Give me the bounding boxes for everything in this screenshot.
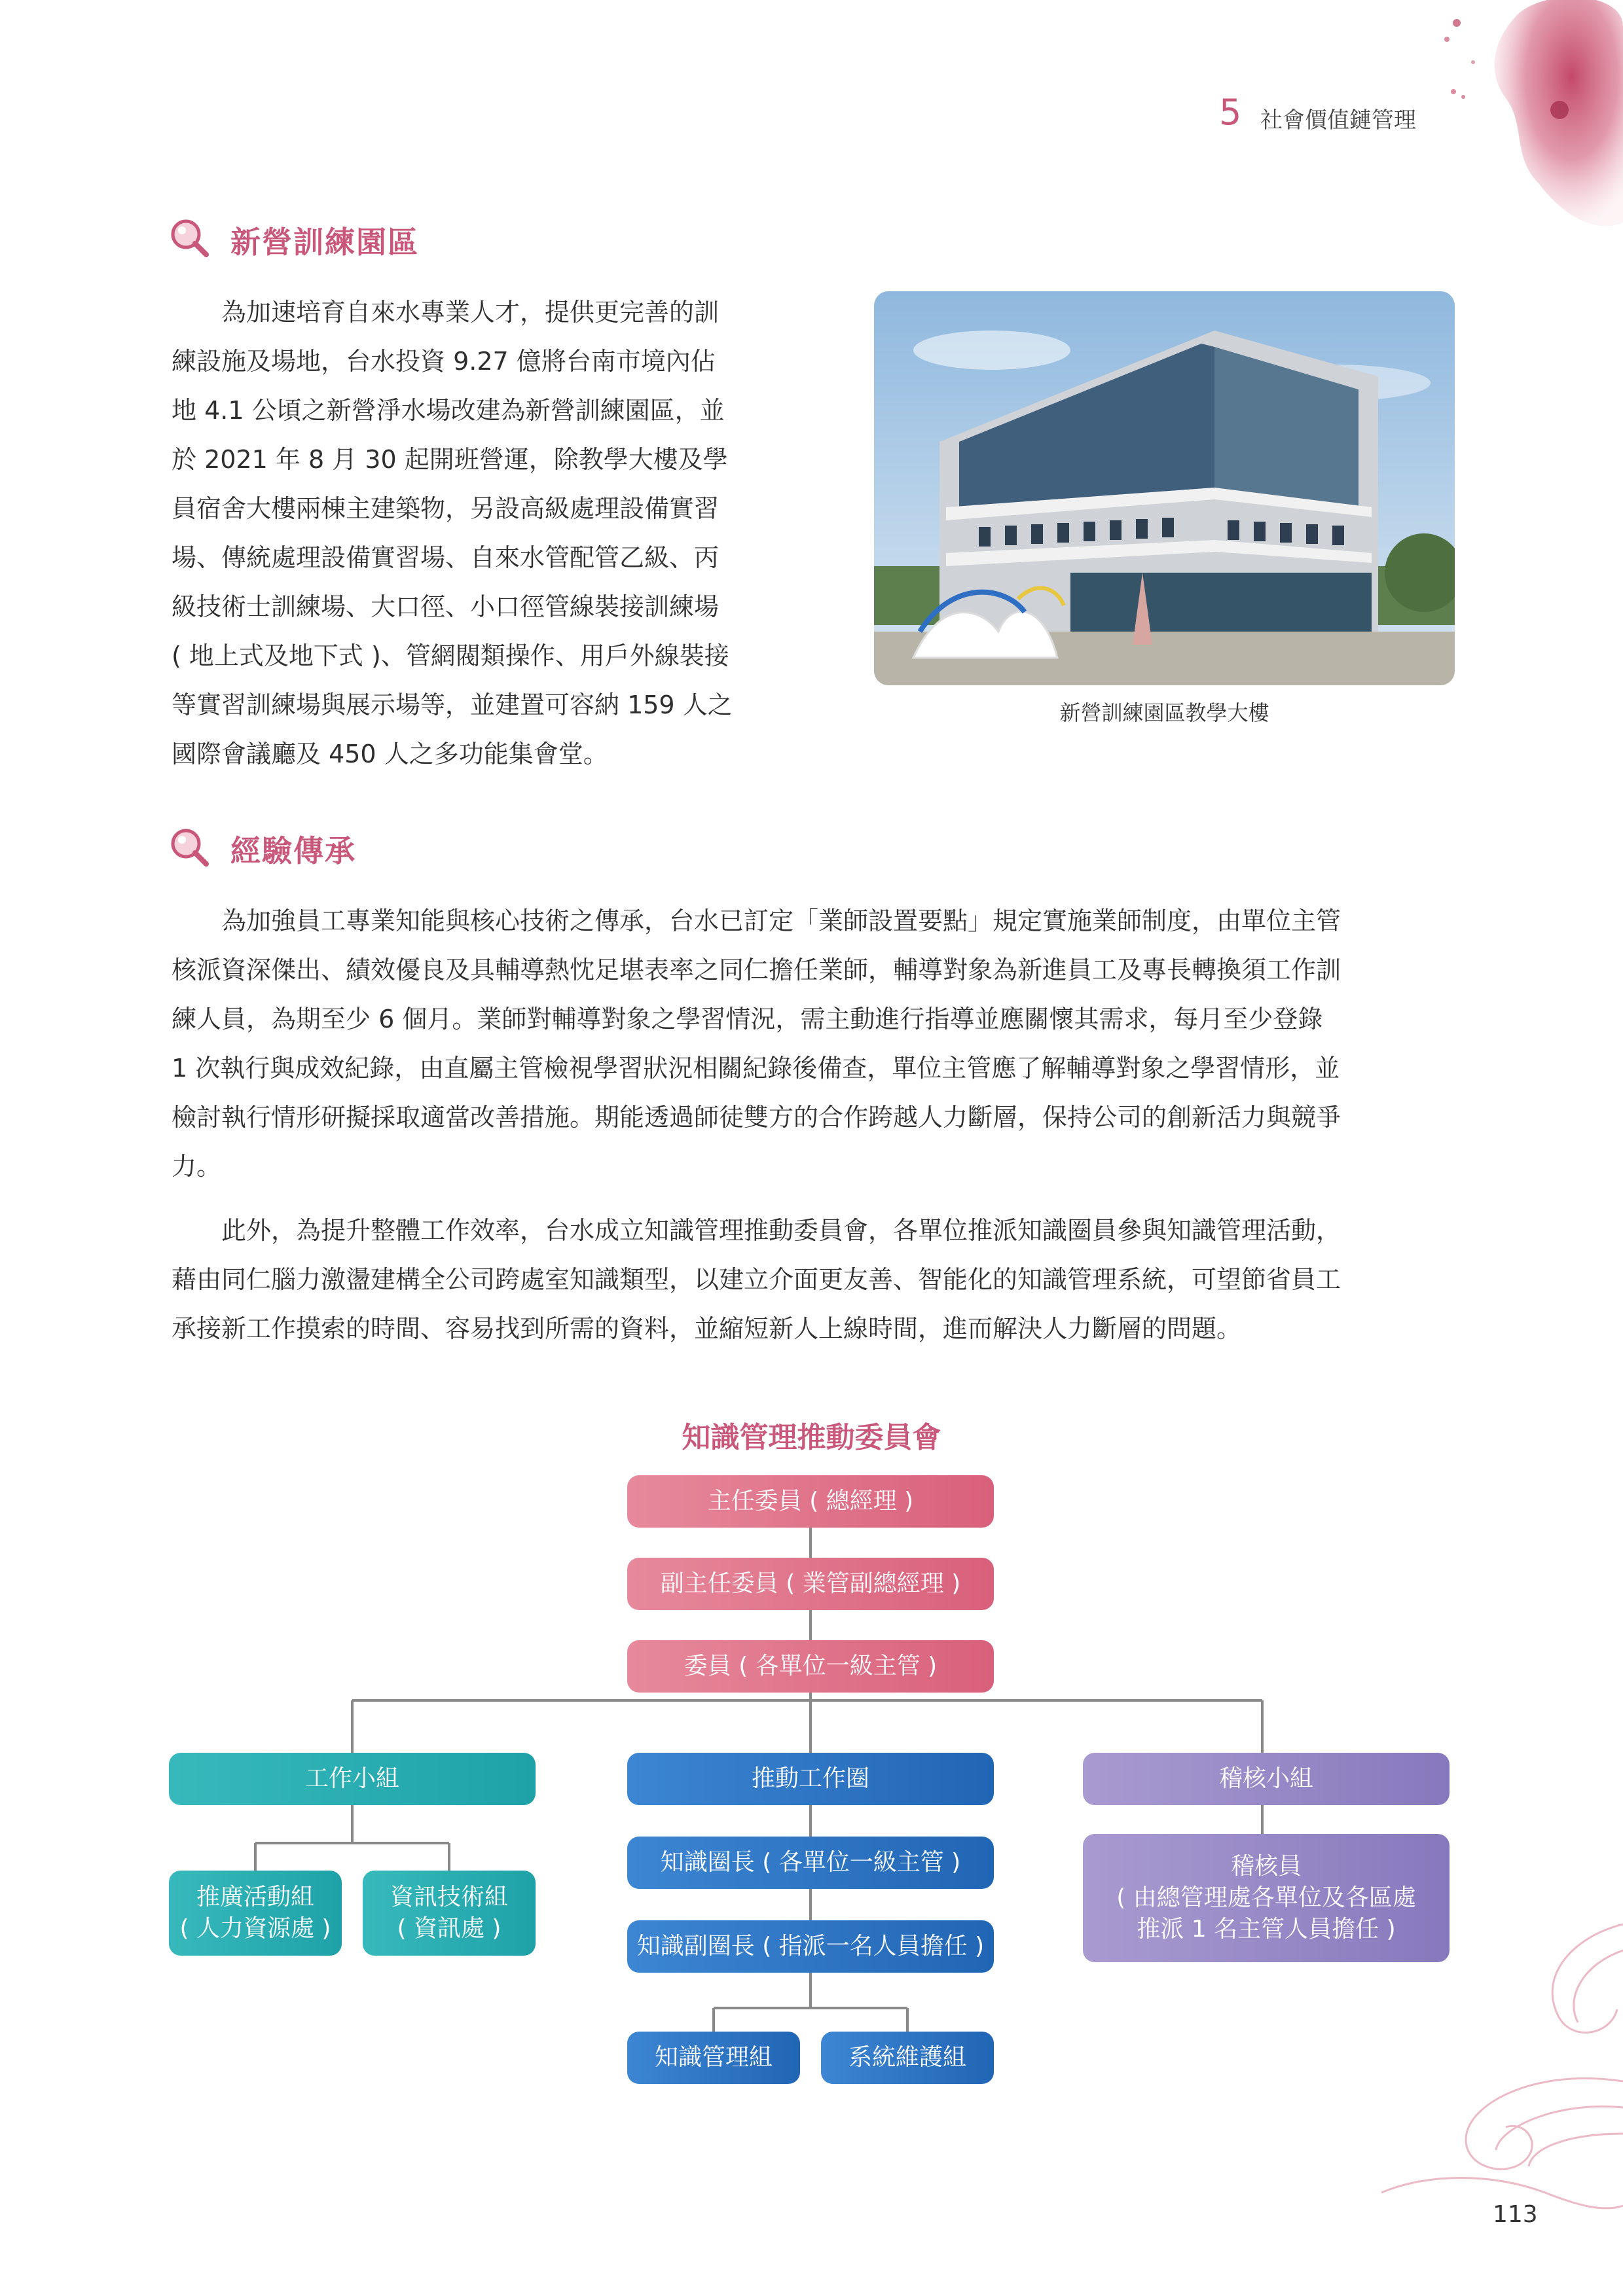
- it-group-dept: ( 資訊處 ): [397, 1915, 501, 1942]
- text-line: 承接新工作摸索的時間、容易找到所需的資料，並縮短新人上線時間，進而解決人力斷層的問題。: [172, 1314, 1242, 1343]
- auditor-desc-2: 推派 1 名主管人員擔任 ): [1137, 1916, 1396, 1943]
- text-line: 藉由同仁腦力激盪建構全公司跨處室知識類型，以建立介面更友善、智能化的知識管理系統，可望節省員工: [172, 1265, 1341, 1294]
- org-chart-title: 知識管理推動委員會: [682, 1421, 941, 1454]
- vice-chair-label: 副主任委員 ( 業管副總經理 ): [660, 1570, 961, 1597]
- it-group-label: 資訊技術組: [390, 1884, 508, 1910]
- audit-group-box: [1083, 1753, 1450, 1805]
- promotion-circle-label: 推動工作圈: [751, 1765, 869, 1792]
- text-line: 為加強員工專業知能與核心技術之傳承，台水已訂定「業師設置要點」規定實施業師制度，由單位主管: [172, 906, 1341, 935]
- text-line: ( 地上式及地下式 )、管網閥類操作、用戶外線裝接: [172, 641, 729, 670]
- text-line: 此外，為提升整體工作效率，台水成立知識管理推動委員會，各單位推派知識圈員參與知識管理活動，: [172, 1216, 1341, 1245]
- swirl-decoration: [1375, 1885, 1623, 2225]
- text-line: 員宿舍大樓兩棟主建築物，另設高級處理設備實習: [172, 494, 720, 523]
- text-line: 練人員，為期至少 6 個月。業師對輔導對象之學習情況，需主動進行指導並應關懷其需求，每月至少登錄: [172, 1005, 1323, 1033]
- maintenance-group-box: [821, 2032, 994, 2084]
- section-title-experience: 經驗傳承: [230, 833, 356, 869]
- text-line: 等實習訓練場與展示場等，並建置可容納 159 人之: [172, 691, 733, 719]
- working-group-label: 工作小組: [304, 1765, 399, 1792]
- text-line: 級技術士訓練場、大口徑、小口徑管線裝接訓練場: [172, 592, 720, 621]
- circle-leader-box: [627, 1837, 994, 1889]
- promotion-group-dept: ( 人力資源處 ): [179, 1915, 331, 1942]
- circle-leader-label: 知識圈長 ( 各單位一級主管 ): [660, 1849, 961, 1876]
- text-line: 於 2021 年 8 月 30 起開班營運，除教學大樓及學: [172, 445, 728, 474]
- auditor-label: 稽核員: [1230, 1853, 1302, 1880]
- chapter-number: 5: [1219, 92, 1242, 133]
- photo-caption: 新營訓練園區教學大樓: [1059, 700, 1269, 725]
- promotion-group-box: [169, 1871, 342, 1956]
- text-line: 地 4.1 公頃之新營淨水場改建為新營訓練園區，並: [172, 396, 725, 425]
- text-line: 檢討執行情形研擬採取適當改善措施。期能透過師徒雙方的合作跨越人力斷層，保持公司的創新活力與競爭: [172, 1103, 1341, 1132]
- maintenance-group-label: 系統維護組: [848, 2044, 966, 2071]
- page-number: 113: [1493, 2201, 1538, 2228]
- members-box: [627, 1640, 994, 1693]
- circle-deputy-label: 知識副圈長 ( 指派一名人員擔任 ): [636, 1933, 985, 1960]
- text-line: 為加速培育自來水專業人才，提供更完善的訓: [172, 298, 720, 327]
- text-line: 核派資深傑出、績效優良及具輔導熱忱足堪表率之同仁擔任業師，輔導對象為新進員工及專長轉換須工作訓: [172, 956, 1341, 984]
- audit-group-label: 稽核小組: [1218, 1765, 1313, 1792]
- km-group-label: 知識管理組: [654, 2044, 773, 2071]
- section-title-training-park: 新營訓練園區: [230, 224, 419, 260]
- km-group-box: [627, 2032, 800, 2084]
- text-line: 1 次執行與成效紀錄，由直屬主管檢視學習狀況相關紀錄後備查，單位主管應了解輔導對象之學習情形，並: [172, 1054, 1340, 1083]
- text-line: 國際會議廳及 450 人之多功能集會堂。: [172, 740, 608, 768]
- chapter-title: 社會價值鏈管理: [1260, 107, 1416, 134]
- working-group-box: [169, 1753, 536, 1805]
- promotion-circle-box: [627, 1753, 994, 1805]
- vice-chair-box: [627, 1558, 994, 1610]
- text-line: 力。: [172, 1152, 222, 1181]
- text-line: 練設施及場地，台水投資 9.27 億將台南市境內佔: [172, 347, 716, 376]
- members-label: 委員 ( 各單位一級主管 ): [684, 1653, 938, 1679]
- circle-deputy-box: [627, 1920, 994, 1973]
- chair-box: [627, 1475, 994, 1528]
- chair-label: 主任委員 ( 總經理 ): [707, 1488, 914, 1515]
- text-line: 場、傳統處理設備實習場、自來水管配管乙級、丙: [172, 543, 720, 572]
- auditor-desc-1: ( 由總管理處各單位及各區處: [1116, 1884, 1416, 1911]
- it-group-box: [363, 1871, 536, 1956]
- promotion-group-label: 推廣活動組: [196, 1884, 314, 1910]
